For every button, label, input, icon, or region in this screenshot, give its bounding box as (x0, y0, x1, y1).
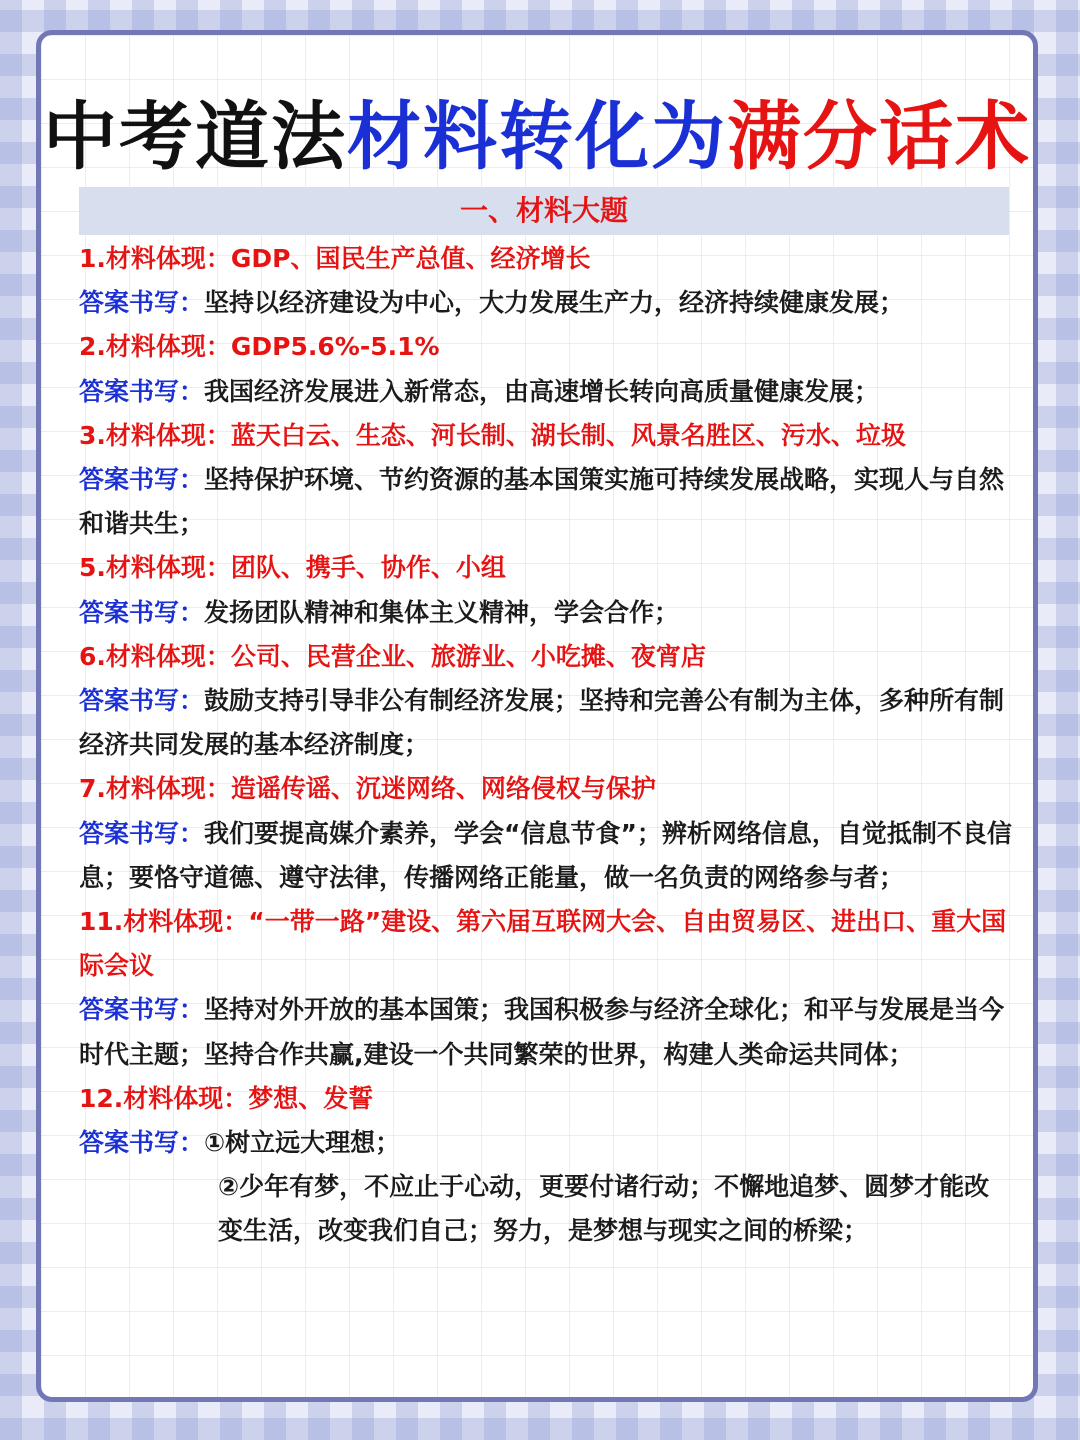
material-line-5: 5.材料体现：团队、携手、协作、小组 (79, 553, 506, 583)
material-line-11: 11.材料体现：“一带一路”建设、第六届互联网大会、自由贸易区、进出口、重大国际会议 (79, 907, 1007, 981)
answer-text-11: 坚持对外开放的基本国策；我国积极参与经济全球化；和平与发展是当今时代主题；坚持合作共赢,建设一个共同繁荣的世界，构建人类命运共同体； (79, 995, 1005, 1069)
answer-label: 答案书写： (79, 1128, 205, 1158)
answer-label: 答案书写： (79, 597, 205, 627)
answer-text-1: 坚持以经济建设为中心，大力发展生产力，经济持续健康发展； (204, 288, 905, 318)
material-line-7: 7.材料体现：造谣传谣、沉迷网络、网络侵权与保护 (79, 774, 656, 804)
answer-text-5: 发扬团队精神和集体主义精神，学会合作； (204, 597, 680, 627)
answer-label: 答案书写： (79, 818, 205, 848)
material-line-12: 12.材料体现：梦想、发誓 (79, 1083, 374, 1113)
page-title (41, 87, 1033, 187)
answer-text-2: 我国经济发展进入新常态，由高速增长转向高质量健康发展； (204, 376, 880, 406)
section-heading: 一、材料大题 (79, 187, 1009, 235)
title-part-1: 中考道法 (43, 94, 347, 180)
answer-line-11 (79, 988, 1014, 1076)
material-line-1: 1.材料体现：GDP、国民生产总值、经济增长 (79, 244, 591, 273)
answer-text-12a: ①树立远大理想； (204, 1128, 401, 1158)
answer-line-1 (79, 281, 1014, 325)
answer-line-7 (79, 812, 1014, 900)
material-line-2: 2.材料体现：GDP5.6%-5.1% (79, 332, 440, 362)
answer-line-12 (79, 1121, 1014, 1165)
answer-text-3: 坚持保护环境、节约资源的基本国策实施可持续发展战略，实现人与自然和谐共生； (79, 465, 1005, 539)
answer-text-6: 鼓励支持引导非公有制经济发展；坚持和完善公有制为主体，多种所有制经济共同发展的基本经济制度； (79, 686, 1005, 760)
answer-label: 答案书写： (79, 288, 205, 318)
answer-text-7: 我们要提高媒介素养，学会“信息节食”；辨析网络信息，自觉抵制不良信息；要恪守道德、遵守法律，传播网络正能量，做一名负责的网络参与者； (79, 818, 1012, 892)
answer-line-6 (79, 679, 1014, 767)
material-line-3: 3.材料体现：蓝天白云、生态、河长制、湖长制、风景名胜区、污水、垃圾 (79, 420, 906, 450)
qa-list (79, 237, 1014, 1254)
title-part-3: 满分话术 (727, 94, 1031, 180)
answer-line-5 (79, 591, 1014, 635)
answer-label: 答案书写： (79, 995, 205, 1025)
answer-label: 答案书写： (79, 465, 205, 495)
answer-line-2 (79, 370, 1014, 414)
content-card (36, 30, 1038, 1402)
answer-label: 答案书写： (79, 376, 205, 406)
answer-text-12b: ②少年有梦，不应止于心动，更要付诸行动；不懈地追梦、圆梦才能改变生活，改变我们自己；努力，是梦想与现实之间的桥梁； (218, 1172, 990, 1246)
answer-label: 答案书写： (79, 686, 205, 716)
answer-line-3 (79, 458, 1014, 546)
title-part-2: 材料转化为 (347, 94, 727, 180)
material-line-6: 6.材料体现：公司、民营企业、旅游业、小吃摊、夜宵店 (79, 641, 706, 671)
